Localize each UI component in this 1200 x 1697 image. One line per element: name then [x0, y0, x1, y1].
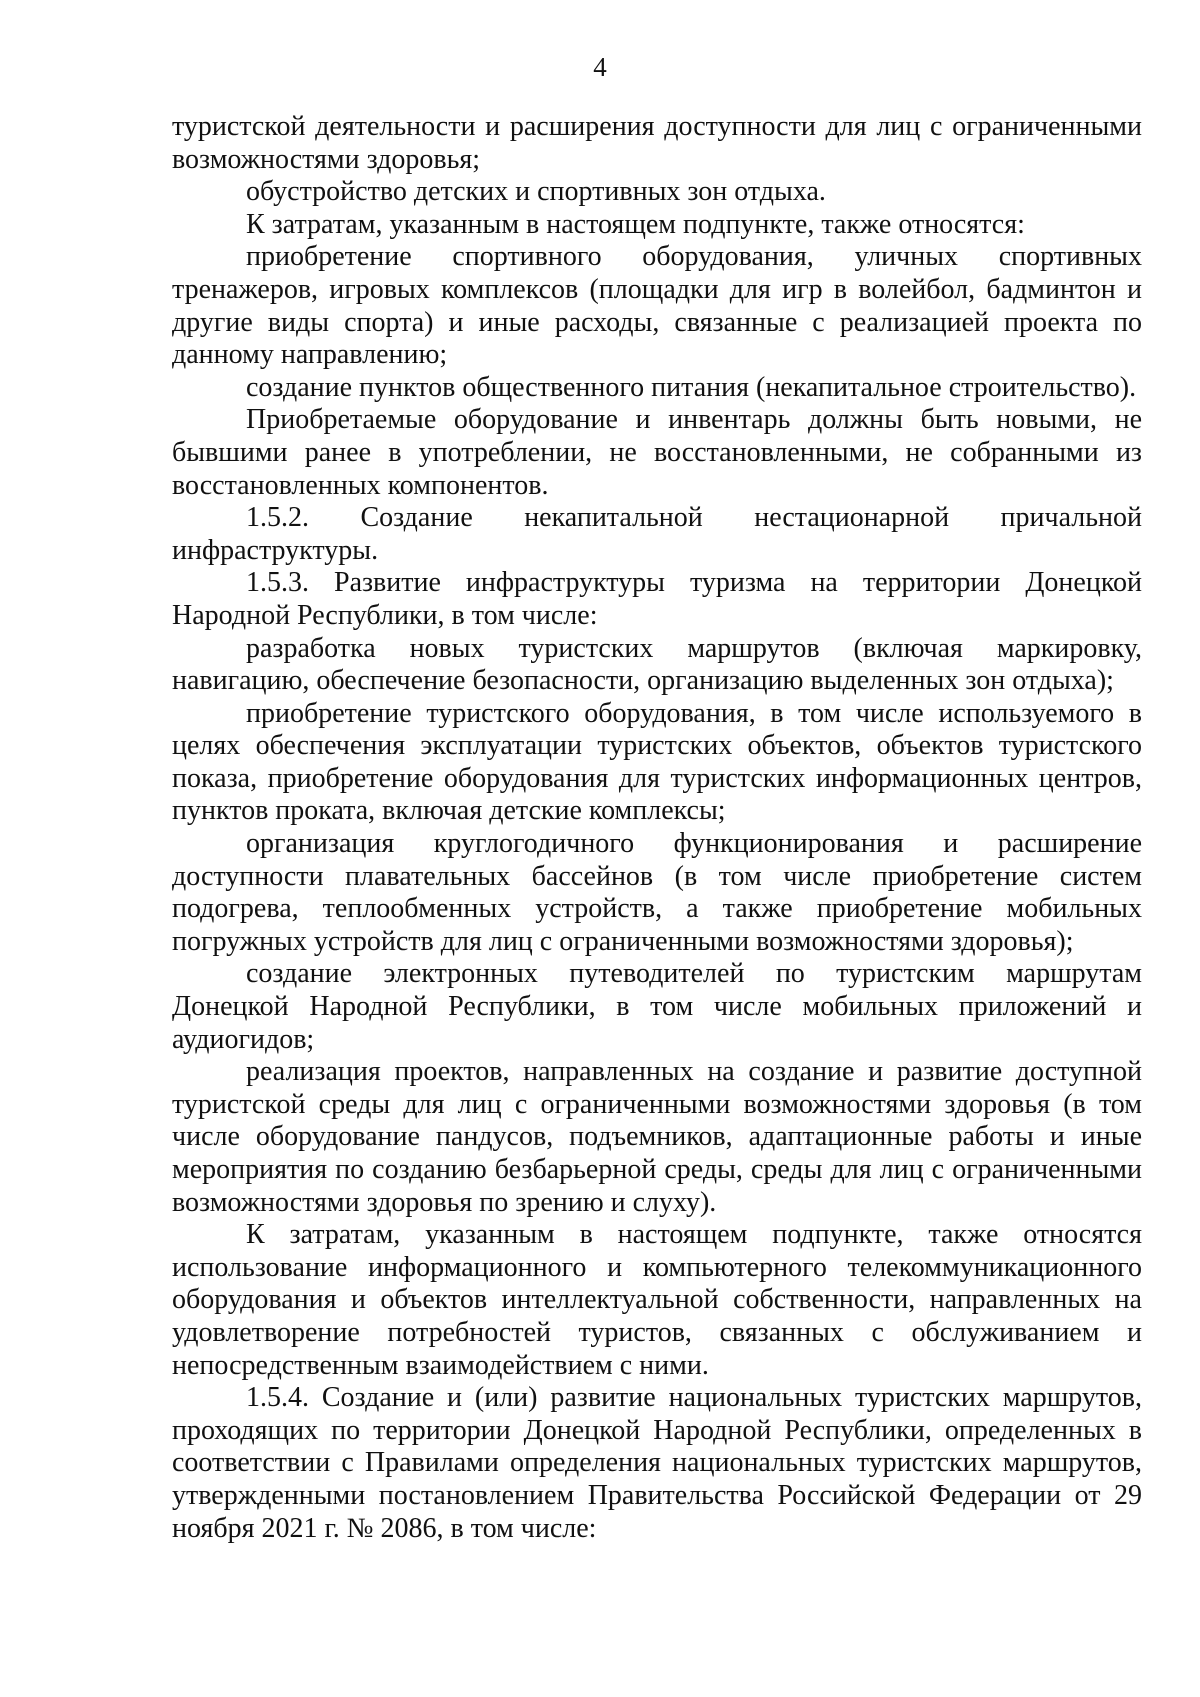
paragraph: реализация проектов, направленных на создание и развитие доступной туристской среды для лиц с ограниченными возможностями здоровья (в том числе оборудование пандусов, подъемников, адаптационные работы и иные мероприятия по созданию безбарьерной среды, среды для лиц с ограниченными возможностями здоровья по зрению и слуху). [172, 1056, 1142, 1218]
paragraph: К затратам, указанным в настоящем подпункте, также относятся: [246, 208, 1025, 240]
paragraph: 1.5.3. Развитие инфраструктуры туризма на территории Донецкой Народной Республики, в том числе: [172, 567, 1142, 631]
paragraph: 1.5.2. Создание некапитальной нестационарной причальной инфраструктуры. [172, 502, 1142, 566]
paragraph: создание пунктов общественного питания (некапитальное строительство). [246, 371, 1137, 403]
paragraph: 1.5.4. Создание и (или) развитие национальных туристских маршрутов, проходящих по территории Донецкой Народной Республики, определенных в соответствии с Правилами определения национальных туристских маршрутов, утвержденными постановлением Правительства Российской Федерации от 29 ноября 2021 г. № 2086, в том числе: [172, 1382, 1142, 1544]
paragraph: приобретение спортивного оборудования, уличных спортивных тренажеров, игровых комплексов (площадки для игр в волейбол, бадминтон и другие виды спорта) и иные расходы, связанные с реализацией проекта по данному направлению; [172, 241, 1142, 371]
paragraph: К затратам, указанным в настоящем подпункте, также относятся использование информационного и компьютерного телекоммуникационного оборудования и объектов интеллектуальной собственности, направленных на удовлетворение потребностей туристов, связанных с обслуживанием и непосредственным взаимодействием с ними. [172, 1219, 1142, 1381]
document-body [172, 111, 1142, 1545]
paragraph: Приобретаемые оборудование и инвентарь должны быть новыми, не бывшими ранее в употреблении, не восстановленными, не собранными из восстановленных компонентов. [172, 404, 1142, 501]
paragraph: создание электронных путеводителей по туристским маршрутам Донецкой Народной Республики, в том числе мобильных приложений и аудиогидов; [172, 958, 1142, 1055]
paragraph: туристской деятельности и расширения доступности для лиц с ограниченными возможностями здоровья; [172, 111, 1142, 175]
paragraph: разработка новых туристских маршрутов (включая маркировку, навигацию, обеспечение безопасности, организацию выделенных зон отдыха); [172, 632, 1142, 697]
page-number: 4 [593, 52, 607, 82]
paragraph: обустройство детских и спортивных зон отдыха. [246, 176, 826, 208]
paragraph: организация круглогодичного функционирования и расширение доступности плавательных бассейнов (в том числе приобретение систем подогрева, теплообменных устройств, а также приобретение мобильных погружных устройств для лиц с ограниченными возможностями здоровья); [172, 828, 1142, 957]
paragraph: приобретение туристского оборудования, в том числе используемого в целях обеспечения эксплуатации туристских объектов, объектов туристского показа, приобретение оборудования для туристских информационных центров, пунктов проката, включая детские комплексы; [172, 697, 1142, 827]
